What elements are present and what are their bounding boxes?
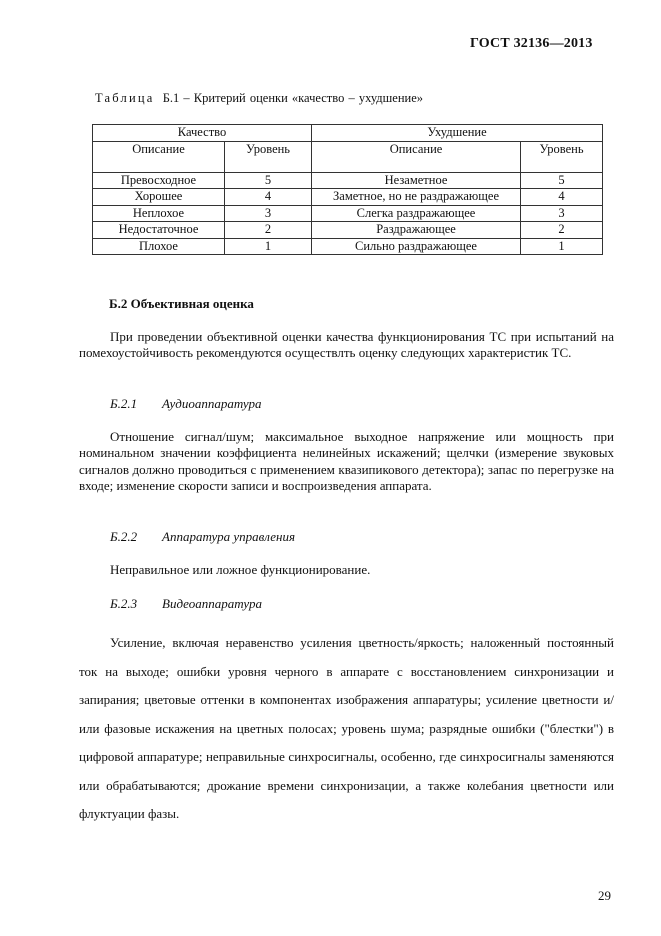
- document-header: ГОСТ 32136—2013: [470, 36, 593, 51]
- table-cell: 5: [521, 172, 603, 189]
- table-cell: Раздражающее: [312, 222, 521, 239]
- subsection-number: Б.2.1: [110, 396, 138, 411]
- subsection-number: Б.2.2: [110, 529, 138, 544]
- table-cell: Сильно раздражающее: [312, 238, 521, 255]
- table-cell: 2: [225, 222, 312, 239]
- control-paragraph: Неправильное или ложное функционирование.: [110, 562, 371, 577]
- table-cell: Слегка раздражающее: [312, 205, 521, 222]
- table-cell: 4: [521, 189, 603, 206]
- table-cell: Неплохое: [93, 205, 225, 222]
- table-cell: Хорошее: [93, 189, 225, 206]
- table-cell: 3: [521, 205, 603, 222]
- table-cell: Недостаточное: [93, 222, 225, 239]
- section-heading: Б.2 Объективная оценка: [109, 296, 254, 311]
- table-cell: 2: [521, 222, 603, 239]
- subsection-title: Аудиоаппаратура: [162, 396, 262, 411]
- table-sub-header: Уровень: [225, 141, 312, 172]
- table-row: [93, 189, 603, 206]
- subsection-title: Аппаратура управления: [162, 529, 296, 544]
- table-cell: 5: [225, 172, 312, 189]
- subsection-number: Б.2.3: [110, 596, 138, 611]
- subsection-title: Видеоаппаратура: [162, 596, 262, 611]
- table-cell: Плохое: [93, 238, 225, 255]
- table-cell: Заметное, но не раздражающее: [312, 189, 521, 206]
- table-sub-header: Описание: [312, 141, 521, 172]
- table-caption-text: Б.1 – Критерий оценки «качество – ухудшение»: [162, 91, 424, 105]
- table-cell: Незаметное: [312, 172, 521, 189]
- subsection-heading: [110, 529, 295, 545]
- table-row: [93, 238, 603, 255]
- audio-paragraph: Отношение сигнал/шум; максимальное выходное напряжение или мощность при номинальном значении коэффициента нелинейных искажений; щелчки (измерение звуковых сигналов должно проводиться с применением квазипикового детектора); запас по перегрузке на входе; изменение скорости записи и воспроизведения аппарата.: [79, 429, 614, 493]
- table-sub-header: Описание: [93, 141, 225, 172]
- table-group-header-row: [93, 125, 603, 142]
- table-cell: Превосходное: [93, 172, 225, 189]
- table-group-header: Ухудшение: [312, 125, 603, 142]
- table-group-header: Качество: [93, 125, 312, 142]
- subsection-heading: [110, 396, 261, 412]
- video-paragraph: Усиление, включая неравенство усиления цветность/яркость; наложенный постоянный ток на выходе; ошибки уровня черного в аппарате с восстановлением синхронизации и запирания; цветовые оттенки в компонентах изображения аппаратуры; усиление цветности и/или фазовые искажения на цветных полосах; уровень шума; разрядные ошибки ("блестки") в цифровой аппаратуре; неправильные синхросигналы, особенно, где синхросигналы заменяются или обрабатываются; дрожание времени синхронизации, а также колебания цветности или флуктуации фазы.: [79, 635, 614, 821]
- table-cell: 1: [225, 238, 312, 255]
- table-sub-header-row: [93, 141, 603, 172]
- table-row: [93, 172, 603, 189]
- criteria-table: [92, 124, 603, 255]
- table-row: [93, 222, 603, 239]
- table-cell: 4: [225, 189, 312, 206]
- table-cell: 1: [521, 238, 603, 255]
- table-row: [93, 205, 603, 222]
- section-intro-paragraph: При проведении объективной оценки качества функционирования ТС при испытаний на помехоустойчивость рекомендуются осуществлть оценку следующих характеристик ТС.: [79, 329, 614, 361]
- table-cell: 3: [225, 205, 312, 222]
- table-caption: [95, 91, 423, 106]
- table-caption-word: Таблица: [95, 91, 155, 105]
- subsection-heading: [110, 596, 262, 612]
- table-sub-header: Уровень: [521, 141, 603, 172]
- page-number: 29: [598, 888, 611, 903]
